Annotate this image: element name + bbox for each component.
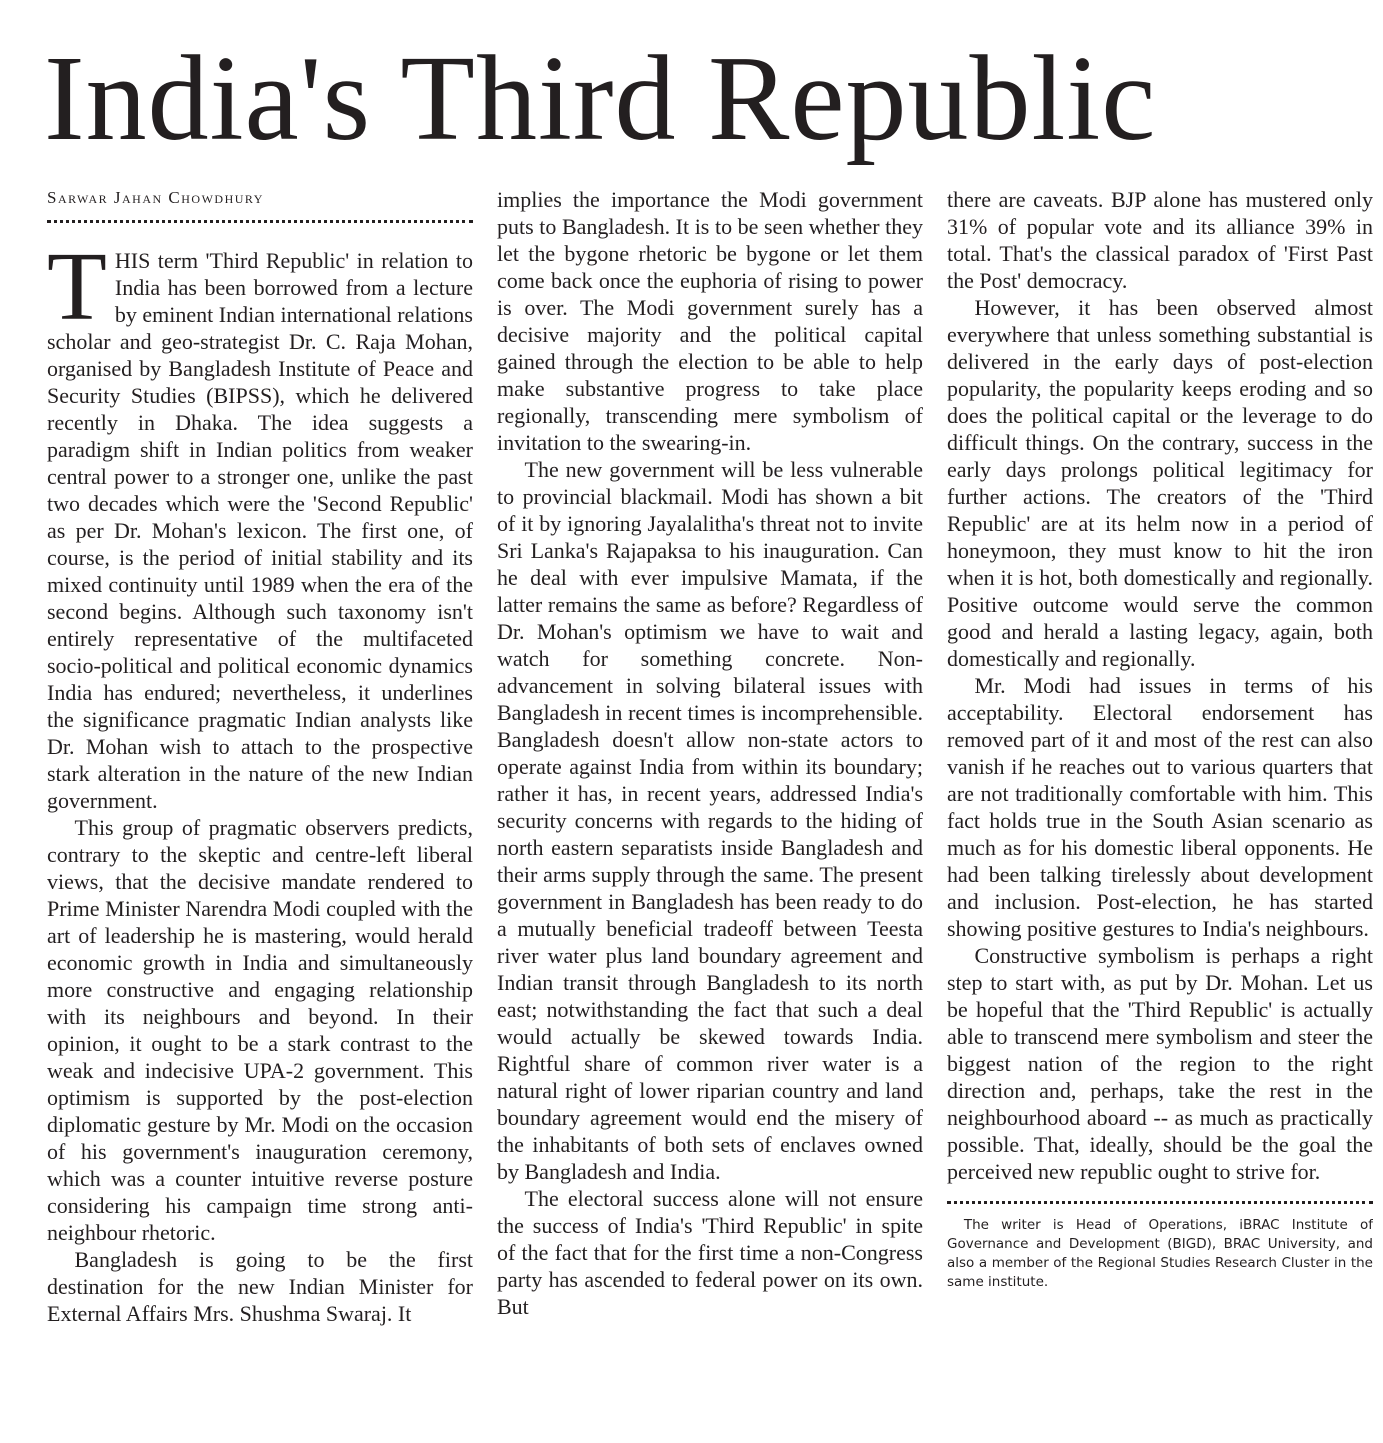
paragraph: Mr. Modi had issues in terms of his acceptability. Electoral endorsement has removed part of it and most of the rest can also vanish if he reaches out to various quarters that are not traditionally comfortable with him. This fact holds true in the South Asian scenario as much as for his domestic liberal opponents. He had been talking tirelessly about development and inclusion. Post-election, he has started showing positive gestures to India's neighbours. <box>947 673 1373 941</box>
article-headline: India's Third Republic <box>44 31 1157 166</box>
paragraph: Bangladesh is going to be the first destination for the new Indian Minister for External Affairs Mrs. Shushma Swaraj. It <box>47 1247 473 1326</box>
author-byline: Sarwar Jahan Chowdhury <box>47 188 264 207</box>
byline-divider <box>47 220 473 223</box>
paragraph: The new government will be less vulnerable to provincial blackmail. Modi has shown a bit of it by ignoring Jayalalitha's threat not to invite Sri Lanka's Rajapaksa to his inauguration. Can he deal with ever impulsive Mamata, if the latter remains the same as before? Regardless of Dr. Mohan's optimism we have to wait and watch for something concrete. Non-advancement in solving bilateral issues with Bangladesh in recent times is incomprehensible. Bangladesh doesn't allow non-state actors to operate against India from within its boundary; rather it has, in recent years, addressed India's security concerns with regards to the hiding of north eastern separatists inside Bangladesh and their arms supply through the same. The present government in Bangladesh has been ready to do a mutually beneficial tradeoff between Teesta river water plus land boundary agreement and Indian transit through Bangladesh to its north east; notwithstanding the fact that such a deal would actually be skewed towards India. Rightful share of common river water is a natural right of lower riparian country and land boundary agreement would end the misery of the inhabitants of both sets of enclaves owned by Bangladesh and India. <box>497 457 923 1184</box>
paragraph: The electoral success alone will not ensure the success of India's 'Third Republic' in spite of the fact that for the first time a non-Congress party has ascended to federal power on its own. But <box>497 1186 923 1319</box>
article-column-3 <box>947 186 1373 1292</box>
paragraph-text: HIS term 'Third Republic' in relation to India has been borrowed from a lecture by eminent Indian international relations scholar and geo-strategist Dr. C. Raja Mohan, organised by Bangladesh Institute of Peace and Security Studies (BIPSS), which he delivered recently in Dhaka. The idea suggests a paradigm shift in Indian politics from weaker central power to a stronger one, unlike the past two decades which were the 'Second Republic' as per Dr. Mohan's lexicon. The first one, of course, is the period of initial stability and its mixed continuity until 1989 when the era of the second begins. Although such taxonomy isn't entirely representative of the multifaceted socio-political and political economic dynamics India has endured; nevertheless, it underlines the significance pragmatic Indian analysts like Dr. Mohan wish to attach to the prospective stark alteration in the nature of the new Indian government. <box>47 248 473 813</box>
drop-cap: T <box>47 233 107 341</box>
author-note-divider <box>947 1201 1373 1204</box>
author-note: The writer is Head of Operations, iBRAC Institute of Governance and Development (BIGD), BRAC University, and also a member of the Regional Studies Research Cluster in the same institute. <box>947 1217 1373 1290</box>
paragraph <box>47 233 473 814</box>
paragraph: This group of pragmatic observers predicts, contrary to the skeptic and centre-left liberal views, that the decisive mandate rendered to Prime Minister Narendra Modi coupled with the art of leadership he is mastering, would herald economic growth in India and simultaneously more constructive and engaging relationship with its neighbours and beyond. In their opinion, it ought to be a stark contrast to the weak and indecisive UPA-2 government. This optimism is supported by the post-election diplomatic gesture by Mr. Modi on the occasion of his government's inauguration ceremony, which was a counter intuitive reverse posture considering his campaign time strong anti-neighbour rhetoric. <box>47 815 473 1245</box>
article-column-2 <box>497 186 923 1320</box>
paragraph: However, it has been observed almost everywhere that unless something substantial is delivered in the early days of post-election popularity, the popularity keeps eroding and so does the political capital or the leverage to do difficult things. On the contrary, success in the early days prolongs political legitimacy for further actions. The creators of the 'Third Republic' are at its helm now in a period of honeymoon, they must know to hit the iron when it is hot, both domestically and regionally. Positive outcome would serve the common good and herald a lasting legacy, again, both domestically and regionally. <box>947 295 1373 671</box>
paragraph: Constructive symbolism is perhaps a right step to start with, as put by Dr. Mohan. Let us be hopeful that the 'Third Republic' is actually able to transcend mere symbolism and steer the biggest nation of the region to the right direction and, perhaps, take the rest in the neighbourhood aboard -- as much as practically possible. That, ideally, should be the goal the perceived new republic ought to strive for. <box>947 943 1373 1184</box>
paragraph: there are caveats. BJP alone has mustered only 31% of popular vote and its alliance 39% in total. That's the classical paradox of 'First Past the Post' democracy. <box>947 187 1373 293</box>
paragraph: implies the importance the Modi government puts to Bangladesh. It is to be seen whether they let the bygone rhetoric be bygone or let them come back once the euphoria of rising to power is over. The Modi government surely has a decisive majority and the political capital gained through the election to be able to help make substantive progress to take place regionally, transcending mere symbolism of invitation to the swearing-in. <box>497 187 923 455</box>
article-column-1 <box>47 186 473 1327</box>
